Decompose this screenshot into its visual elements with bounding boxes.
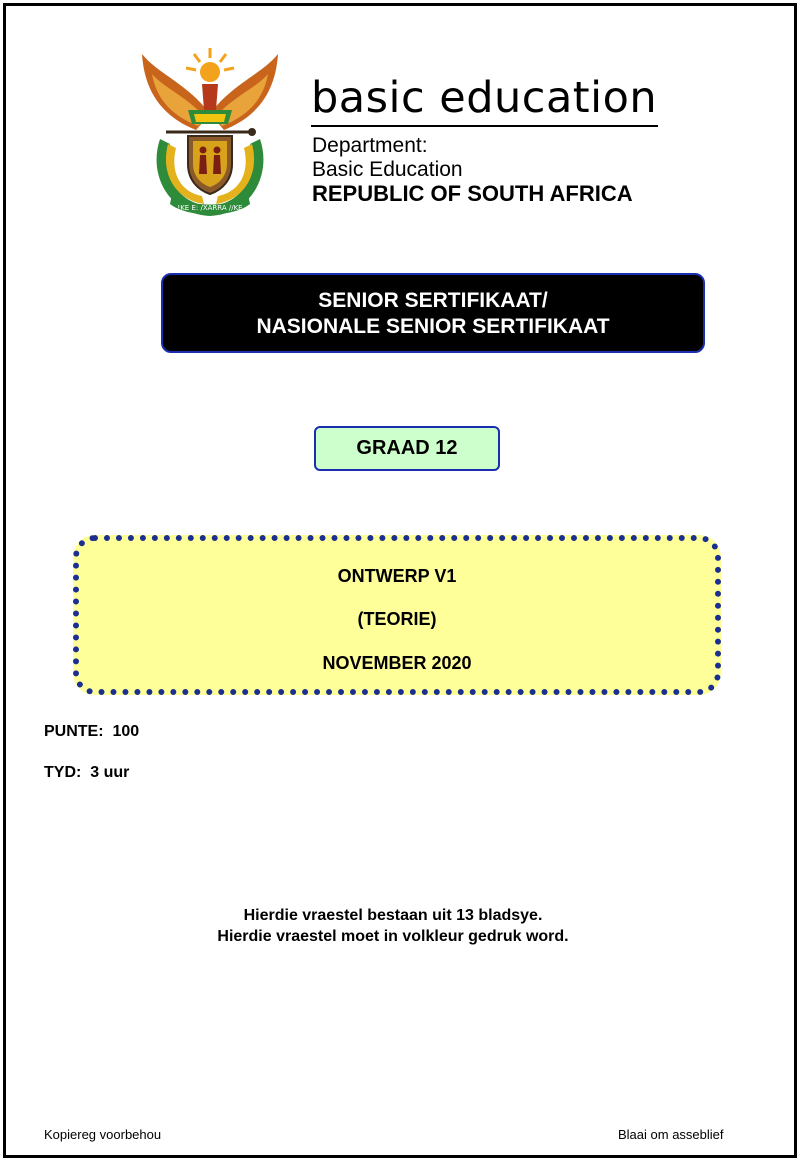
page-count-notice: Hierdie vraestel bestaan uit 13 bladsye. — [243, 907, 543, 924]
country-name: REPUBLIC OF SOUTH AFRICA — [312, 181, 633, 206]
exam-session: NOVEMBER 2020 — [322, 653, 472, 673]
certificate-line-1: SENIOR SERTIFIKAAT/ — [318, 289, 548, 312]
certificate-banner — [161, 273, 705, 353]
marks-label: PUNTE: 100 — [44, 723, 140, 740]
department-label: Department: — [312, 134, 428, 157]
copyright-notice: Kopiereg voorbehou — [44, 1127, 162, 1142]
time-label: TYD: 3 uur — [44, 764, 130, 781]
subject-name: ONTWERP V1 — [337, 566, 457, 586]
department-name: Basic Education — [312, 158, 463, 181]
turn-over-notice: Blaai om asseblief — [618, 1127, 724, 1142]
grade-badge: GRAAD 12 — [314, 426, 500, 471]
subject-panel — [73, 535, 721, 695]
color-print-notice: Hierdie vraestel moet in volkleur gedruk word. — [217, 928, 569, 945]
subject-part: (TEORIE) — [357, 609, 437, 629]
certificate-line-2: NASIONALE SENIOR SERTIFIKAAT — [256, 315, 610, 338]
svg-text:!KE E: /XARRA //KE: !KE E: /XARRA //KE — [177, 204, 243, 212]
brand-title: basic education — [311, 73, 658, 123]
coat-of-arms-logo — [138, 44, 282, 222]
brand-divider — [311, 125, 658, 127]
